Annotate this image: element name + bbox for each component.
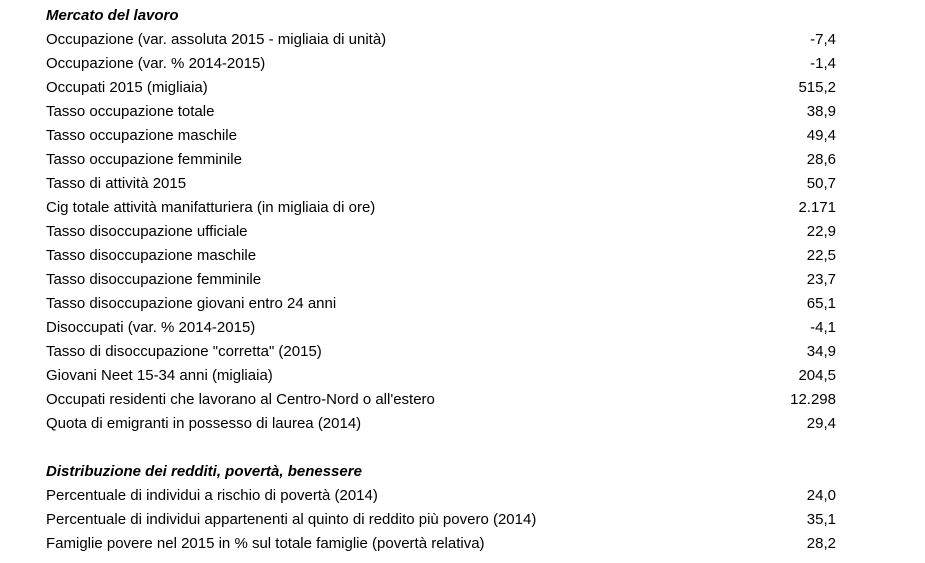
row-value: 65,1 [806, 295, 836, 312]
table-row [46, 388, 836, 412]
table-row [46, 196, 836, 220]
row-label: Tasso disoccupazione ufficiale [46, 223, 248, 240]
row-value: 22,9 [806, 223, 836, 240]
row-value: 28,6 [806, 151, 836, 168]
row-value: 38,9 [806, 103, 836, 120]
row-label: Cig totale attività manifatturiera (in migliaia di ore) [46, 199, 376, 216]
row-value: 23,7 [806, 271, 836, 288]
row-label: Tasso disoccupazione giovani entro 24 anni [46, 295, 337, 312]
row-label: Tasso occupazione totale [46, 103, 215, 120]
table-row [46, 124, 836, 148]
row-value: 49,4 [806, 127, 836, 144]
row-label: Tasso di attività 2015 [46, 175, 187, 192]
table-row [46, 412, 836, 436]
row-value: -4,1 [810, 319, 836, 336]
table-row [46, 364, 836, 388]
table-row [46, 268, 836, 292]
row-label: Famiglie povere nel 2015 in % sul totale famiglie (povertà relativa) [46, 535, 485, 552]
row-label: Occupati 2015 (migliaia) [46, 79, 208, 96]
table-row [46, 172, 836, 196]
row-value: 22,5 [806, 247, 836, 264]
row-value: 29,4 [806, 415, 836, 432]
row-value: 204,5 [798, 367, 836, 384]
table-row [46, 532, 836, 556]
row-label: Tasso disoccupazione femminile [46, 271, 262, 288]
row-value: 515,2 [798, 79, 836, 96]
table-row [46, 340, 836, 364]
row-value: 28,2 [806, 535, 836, 552]
section-title: Distribuzione dei redditi, povertà, benessere [46, 463, 362, 480]
row-value: 12.298 [790, 391, 836, 408]
section-title: Mercato del lavoro [46, 7, 179, 24]
row-label: Tasso occupazione femminile [46, 151, 242, 168]
row-label: Disoccupati (var. % 2014-2015) [46, 319, 256, 336]
table-row [46, 100, 836, 124]
table-row [46, 508, 836, 532]
row-label: Giovani Neet 15-34 anni (migliaia) [46, 367, 273, 384]
row-value: 34,9 [806, 343, 836, 360]
row-label: Tasso occupazione maschile [46, 127, 237, 144]
table-row [46, 220, 836, 244]
section-mercato-del-lavoro [46, 4, 836, 436]
row-label: Tasso disoccupazione maschile [46, 247, 257, 264]
row-value: -1,4 [810, 55, 836, 72]
table-row [46, 244, 836, 268]
row-label: Percentuale di individui a rischio di povertà (2014) [46, 487, 378, 504]
table-row [46, 484, 836, 508]
row-value: 35,1 [806, 511, 836, 528]
row-label: Percentuale di individui appartenenti al quinto di reddito più povero (2014) [46, 511, 537, 528]
section-rows [46, 28, 836, 436]
row-value: 50,7 [806, 175, 836, 192]
table-row [46, 316, 836, 340]
table-row [46, 52, 836, 76]
row-label: Quota di emigranti in possesso di laurea (2014) [46, 415, 362, 432]
section-rows [46, 484, 836, 556]
table-row [46, 148, 836, 172]
row-label: Tasso di disoccupazione "corretta" (2015) [46, 343, 322, 360]
row-label: Occupazione (var. % 2014-2015) [46, 55, 266, 72]
table-row [46, 76, 836, 100]
row-value: -7,4 [810, 31, 836, 48]
row-value: 2.171 [798, 199, 836, 216]
table-row [46, 292, 836, 316]
row-label: Occupazione (var. assoluta 2015 - migliaia di unità) [46, 31, 387, 48]
table-row [46, 28, 836, 52]
row-value: 24,0 [806, 487, 836, 504]
row-label: Occupati residenti che lavorano al Centro-Nord o all'estero [46, 391, 435, 408]
section-distribuzione-redditi [46, 460, 836, 556]
